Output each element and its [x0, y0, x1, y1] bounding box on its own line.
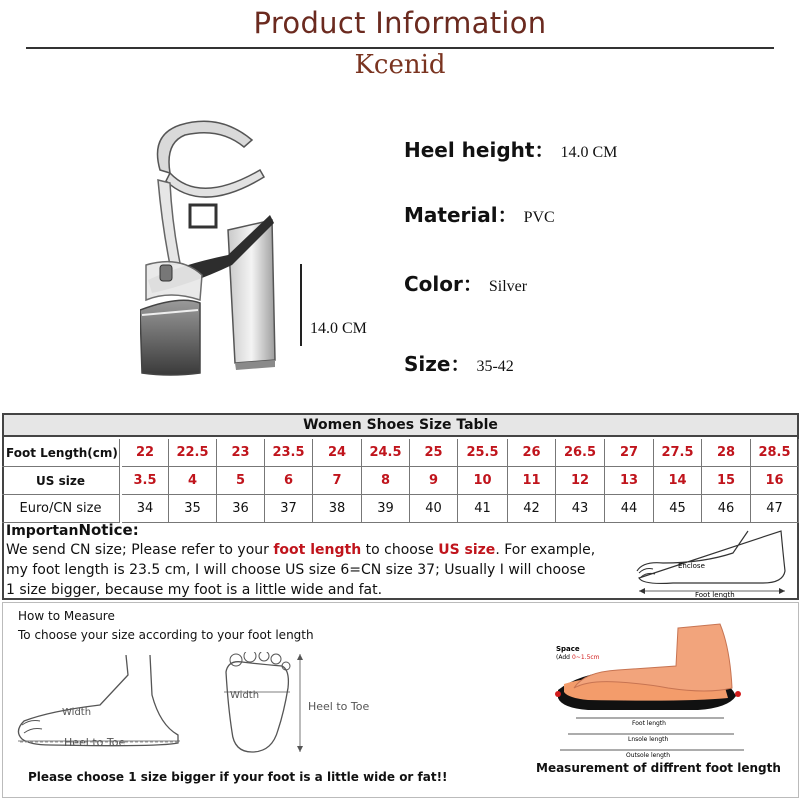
us-size-cell: 5 — [217, 467, 265, 495]
notice-highlight: US size — [438, 542, 496, 558]
notice-heading-b: Notice: — [78, 521, 139, 539]
euro-size-cell: 44 — [605, 495, 654, 523]
us-size-cell: 9 — [410, 467, 458, 495]
measure-title: How to Measure — [18, 609, 115, 623]
row-label-foot-length: Foot Length(cm) — [2, 439, 120, 467]
us-size-row — [2, 467, 799, 495]
spec-material — [404, 199, 555, 228]
top-foot-diagram — [208, 652, 388, 757]
spec-heel-height — [404, 134, 617, 163]
foot-length-cell: 25.5 — [458, 439, 508, 467]
header-divider — [26, 47, 774, 49]
foot-length-cell: 26 — [508, 439, 556, 467]
row-label-us-size: US size — [2, 467, 120, 495]
foot-length-cell: 27 — [605, 439, 654, 467]
us-size-cell: 10 — [458, 467, 508, 495]
us-size-cell: 14 — [654, 467, 702, 495]
foot-length-row — [2, 439, 799, 467]
euro-size-cell: 39 — [362, 495, 410, 523]
notice-text-part: We send CN size; Please refer to your — [6, 542, 274, 558]
heel-to-toe-label: Heel to Toe — [308, 700, 370, 713]
notice-text-part: . For example, — [495, 542, 596, 558]
spec-label: Material： — [404, 203, 518, 227]
notice-line-3: 1 size bigger, because my foot is a little wide and fat. — [6, 582, 383, 598]
euro-size-row — [2, 495, 799, 523]
notice-line-1 — [6, 540, 636, 560]
heel-height-indicator — [300, 264, 302, 346]
foot-length-label: Foot length — [695, 591, 735, 598]
us-size-cell: 4 — [169, 467, 217, 495]
spec-value: PVC — [523, 209, 555, 226]
foot-enclose-diagram — [633, 523, 793, 598]
measure-caption: Measurement of diffrent foot length — [536, 761, 781, 775]
us-size-cell: 11 — [508, 467, 556, 495]
euro-size-cell: 42 — [508, 495, 556, 523]
spec-value: 14.0 CM — [560, 144, 618, 161]
foot-length-cell: 28 — [702, 439, 751, 467]
outsole-length-label: Outsole length — [626, 752, 671, 759]
notice-text-part: to choose — [361, 542, 439, 558]
spec-label: Color： — [404, 272, 483, 296]
spec-size — [404, 348, 514, 377]
euro-size-cell: 46 — [702, 495, 751, 523]
foot-length-cell: 25 — [410, 439, 458, 467]
euro-size-cell: 36 — [217, 495, 265, 523]
enclose-label: Enclose — [678, 562, 705, 570]
foot-length-cell: 28.5 — [751, 439, 799, 467]
euro-size-cell: 35 — [169, 495, 217, 523]
brand-name: Kcenid — [354, 50, 446, 80]
foot-length-cell: 24.5 — [362, 439, 410, 467]
foot-length-cell: 23 — [217, 439, 265, 467]
foot-length-cell: 27.5 — [654, 439, 702, 467]
spec-color — [404, 268, 527, 297]
space-label: Space — [556, 645, 580, 653]
foot-length-cell: 23.5 — [265, 439, 313, 467]
euro-size-cell: 40 — [410, 495, 458, 523]
notice-line-2: my foot length is 23.5 cm, I will choose US size 6=CN size 37; Usually I will choose — [6, 562, 586, 578]
euro-size-cell: 47 — [751, 495, 799, 523]
notice-heading-a: Importan — [6, 523, 79, 539]
foot-length-cell: 24 — [313, 439, 362, 467]
us-size-cell: 12 — [556, 467, 605, 495]
heel-height-annotation: 14.0 CM — [310, 320, 367, 337]
spec-label: Size： — [404, 352, 471, 376]
spec-value: 35-42 — [476, 358, 514, 375]
us-size-cell: 16 — [751, 467, 799, 495]
euro-size-cell: 38 — [313, 495, 362, 523]
euro-size-cell: 34 — [122, 495, 169, 523]
us-size-cell: 6 — [265, 467, 313, 495]
us-size-cell: 7 — [313, 467, 362, 495]
us-size-cell: 13 — [605, 467, 654, 495]
space-add-label: (Add — [556, 654, 570, 661]
side-foot-diagram — [10, 655, 190, 755]
notice-heading — [6, 521, 139, 539]
row-label-euro-size: Euro/CN size — [2, 495, 120, 523]
us-size-cell: 3.5 — [122, 467, 169, 495]
euro-size-cell: 43 — [556, 495, 605, 523]
measure-subtitle: To choose your size according to your foot length — [18, 628, 314, 642]
width-label: Width — [230, 690, 260, 701]
size-table-title: Women Shoes Size Table — [2, 413, 799, 437]
euro-size-cell: 41 — [458, 495, 508, 523]
page-title: Product Information — [253, 6, 547, 40]
notice-highlight: foot length — [273, 542, 362, 558]
measure-note: Please choose 1 size bigger if your foot is a little wide or fat!! — [28, 770, 448, 784]
insole-length-label: Lnsole length — [628, 736, 669, 743]
foot-length-cell: 22.5 — [169, 439, 217, 467]
euro-size-cell: 37 — [265, 495, 313, 523]
width-label: Width — [62, 707, 92, 718]
heel-to-toe-label: Heel to Toe — [64, 736, 126, 749]
euro-size-cell: 45 — [654, 495, 702, 523]
foot-length-comparison-diagram — [548, 618, 758, 763]
platform-sandal-image — [140, 115, 290, 380]
foot-length-diagram-label: Foot length — [632, 720, 666, 727]
spec-value: Silver — [488, 278, 528, 295]
space-range-label: 0~1.5cm — [572, 654, 600, 661]
notice-body — [6, 540, 636, 600]
us-size-cell: 8 — [362, 467, 410, 495]
foot-length-cell: 22 — [122, 439, 169, 467]
us-size-cell: 15 — [702, 467, 751, 495]
foot-length-cell: 26.5 — [556, 439, 605, 467]
spec-label: Heel height： — [404, 138, 555, 162]
